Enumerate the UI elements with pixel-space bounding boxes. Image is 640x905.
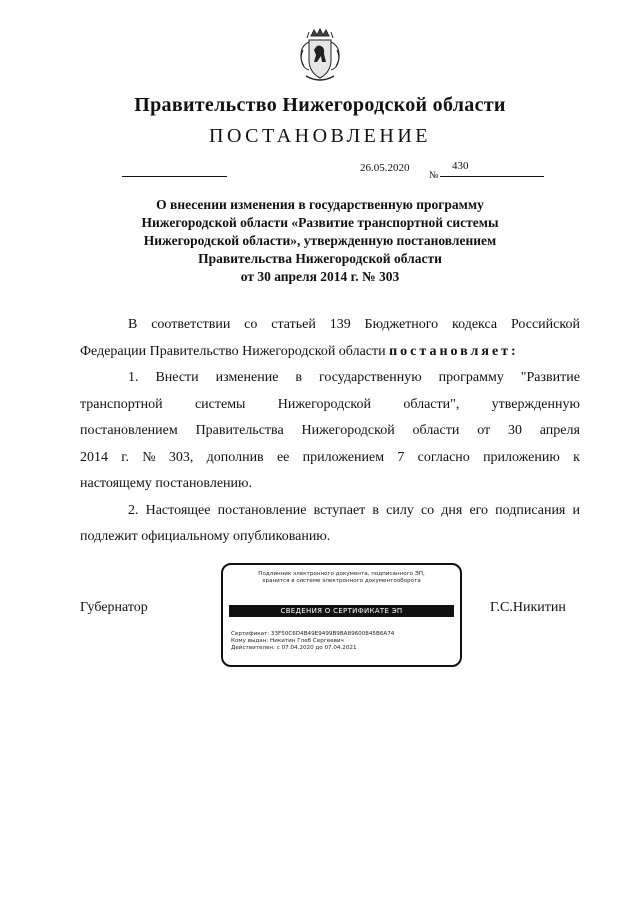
certificate-serial: Сертификат: 33F50C6D4B49E9499B9BA89600845B6A74 <box>231 631 395 637</box>
body-word: утвержденную <box>491 396 580 412</box>
body-word: в <box>372 502 380 518</box>
body-word: Российской <box>510 317 580 332</box>
paragraph-line <box>80 445 580 472</box>
body-word: Правительства <box>195 423 284 438</box>
subject-line: от 30 апреля 2014 г. № 303 <box>240 269 400 284</box>
body-word: системы <box>194 396 246 412</box>
body-word: вступает <box>313 502 366 518</box>
document-type: ПОСТАНОВЛЕНИЕ <box>209 125 431 147</box>
document-subject <box>120 196 520 286</box>
body-word: и <box>572 502 580 518</box>
document-body <box>80 312 580 551</box>
body-word: апреля <box>539 423 580 438</box>
signatory-name: Г.С.Никитин <box>490 600 566 615</box>
body-word: к <box>573 449 580 465</box>
body-word: Нижегородской <box>277 396 371 412</box>
government-title: Правительство Нижегородской области <box>134 94 506 116</box>
body-word: Внести <box>155 370 199 385</box>
body-word: соответствии <box>151 317 231 332</box>
body-word: со <box>244 317 258 332</box>
paragraph-line <box>80 418 580 445</box>
body-word: ее <box>276 449 290 465</box>
body-word: согласно <box>417 449 470 465</box>
body-word: в <box>295 370 303 385</box>
paragraph-line <box>80 498 580 525</box>
subject-line: Правительства Нижегородской области <box>198 251 442 266</box>
signatory-title: Губернатор <box>80 600 148 615</box>
body-word: 30 <box>507 423 522 438</box>
body-word: № <box>142 449 156 465</box>
certificate-validity: Действителен: с 07.04.2020 до 07.04.2021 <box>231 645 357 651</box>
body-word: области", <box>403 396 460 412</box>
body-word: подписания <box>495 502 566 518</box>
number-sign: № <box>429 170 439 181</box>
body-word: приложению <box>483 449 560 465</box>
stamp-header <box>223 571 460 585</box>
body-word: статьей <box>271 317 316 332</box>
certificate-details <box>231 631 394 652</box>
stamp-header-line: Подлинник электронного документа, подписанного ЭП, <box>258 571 425 577</box>
document-number: 430 <box>452 160 469 172</box>
body-word: 1. <box>128 370 139 385</box>
blank-line-left <box>122 176 227 177</box>
body-word: постановлением <box>80 423 178 438</box>
subject-line: О внесении изменения в государственную программу <box>156 197 484 212</box>
certificate-owner: Кому выдан: Никитин Глеб Сергеевич <box>231 638 344 644</box>
body-word: программу <box>438 370 504 385</box>
body-word: кодекса <box>452 317 498 332</box>
body-word: г. <box>121 449 129 465</box>
body-word: 2014 <box>80 449 108 465</box>
body-text: Федерации Правительство Нижегородской области <box>80 343 386 359</box>
body-word: транспортной <box>80 396 163 412</box>
subject-line: Нижегородской области «Развитие транспортной системы <box>141 215 499 230</box>
paragraph-line <box>80 365 580 392</box>
paragraph-line <box>80 312 580 339</box>
body-word: Настоящее <box>145 502 211 518</box>
body-word: Нижегородской <box>301 423 395 438</box>
body-word: силу <box>386 502 414 518</box>
body-word: Бюджетного <box>364 317 439 332</box>
body-word: "Развитие <box>520 370 580 385</box>
body-word: 303, <box>168 449 194 465</box>
document-date: 26.05.2020 <box>360 162 410 174</box>
paragraph-line <box>80 392 580 419</box>
body-word: 139 <box>329 317 351 332</box>
subject-line: Нижегородской области», утвержденную постановлением <box>143 233 497 248</box>
body-word: дня <box>441 502 463 518</box>
body-text: подлежит официальному опубликованию. <box>80 529 331 544</box>
paragraph-line <box>80 339 580 366</box>
body-word: изменение <box>215 370 279 385</box>
body-word: 7 <box>397 449 405 465</box>
body-word: области <box>412 423 460 438</box>
certificate-info-bar: СВЕДЕНИЯ О СЕРТИФИКАТЕ ЭП <box>229 605 454 617</box>
body-word: постановление <box>217 502 307 518</box>
number-underline <box>440 176 544 177</box>
body-word: приложением <box>302 449 385 465</box>
body-word: дополнив <box>206 449 264 465</box>
body-word: от <box>477 423 491 438</box>
coat-of-arms-emblem <box>297 28 343 84</box>
resolution-keyword: постановляет: <box>389 343 519 359</box>
paragraph-line <box>80 524 580 551</box>
body-text: настоящему постановлению. <box>80 476 252 491</box>
body-word: со <box>420 502 435 518</box>
paragraph-line <box>80 471 580 498</box>
body-word: государственную <box>318 370 422 385</box>
body-word: В <box>128 317 138 332</box>
body-word: его <box>469 502 489 518</box>
body-word: 2. <box>128 502 139 518</box>
e-signature-stamp <box>221 563 462 667</box>
stamp-header-line: хранится в системе электронного документооборота <box>262 578 421 584</box>
